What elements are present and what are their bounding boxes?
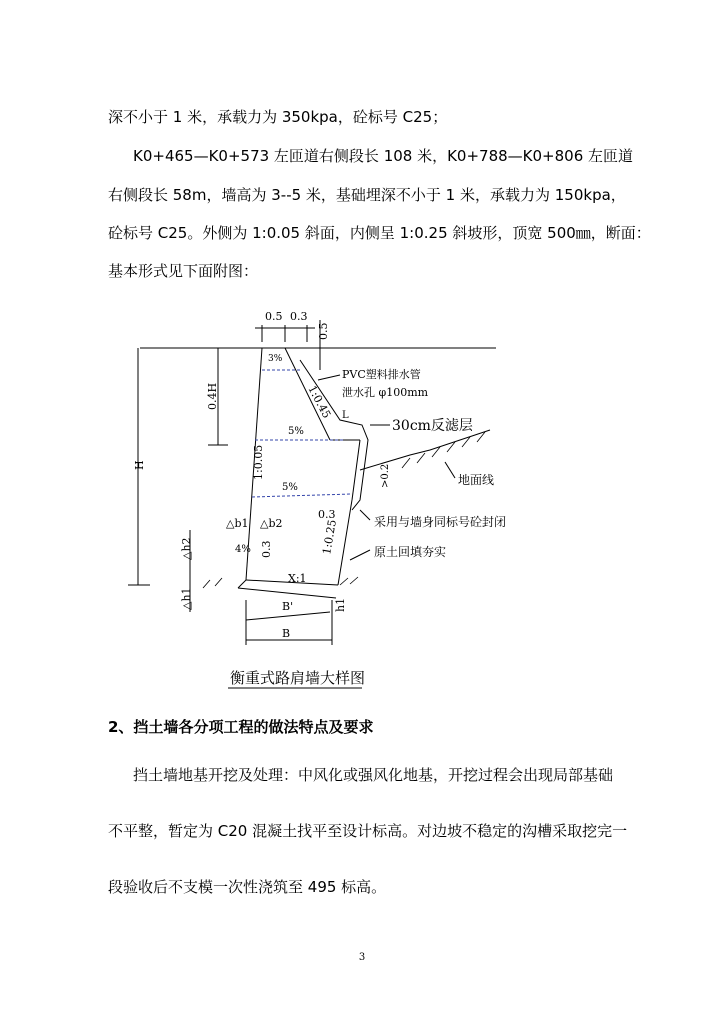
label: 泄水孔 φ100mm bbox=[342, 386, 429, 399]
label: 5% bbox=[282, 482, 298, 493]
label: 0.5 bbox=[265, 310, 283, 323]
label: 原土回填夯实 bbox=[374, 545, 447, 559]
label: H bbox=[133, 460, 146, 470]
page-number: 3 bbox=[358, 952, 366, 963]
paragraph-line: 深不小于 1 米，承载力为 350kpa，砼标号 C25； bbox=[108, 108, 448, 126]
paragraph-line: K0+465—K0+573 左匝道右侧段长 108 米，K0+788—K0+806 左匝道 bbox=[133, 147, 634, 165]
paragraph-line: 挡土墙地基开挖及处理：中风化或强风化地基，开挖过程会出现局部基础 bbox=[133, 766, 614, 784]
paragraph-line: 基本形式见下面附图： bbox=[108, 262, 259, 280]
label: 地面线 bbox=[458, 473, 495, 487]
label: △b1 bbox=[226, 517, 249, 530]
label: 1:0.05 bbox=[252, 444, 265, 480]
label: 30cm反滤层 bbox=[392, 418, 473, 434]
label: 1:0.25 bbox=[320, 518, 340, 556]
figure-caption: 衡重式路肩墙大样图 bbox=[230, 669, 366, 687]
label: 0.3 bbox=[318, 508, 336, 521]
paragraph-line: 砼标号 C25。外侧为 1:0.05 斜面，内侧呈 1:0.25 斜坡形，顶宽 500㎜，断面： bbox=[108, 224, 651, 242]
paragraph-line: 右侧段长 58m，墙高为 3--5 米，基础埋深不小于 1 米，承载力为 150kpa， bbox=[108, 186, 626, 204]
label: △b2 bbox=[260, 517, 283, 530]
paragraph-line: 段验收后不支模一次性浇筑至 495 标高。 bbox=[108, 878, 387, 896]
label: 5% bbox=[288, 426, 304, 437]
label: △h2 bbox=[180, 537, 193, 560]
label: 1:0.45 bbox=[305, 383, 334, 421]
label: 0.3 bbox=[260, 540, 273, 558]
label: 0.5 bbox=[317, 322, 330, 340]
paragraph-line: 不平整，暂定为 C20 混凝土找平至设计标高。对边坡不稳定的沟槽采取挖完一 bbox=[108, 822, 628, 840]
label: h1 bbox=[334, 597, 347, 612]
label: >0.2 bbox=[380, 463, 391, 488]
label: 0.4H bbox=[206, 382, 219, 410]
label: 采用与墙身同标号砼封闭 bbox=[374, 515, 507, 529]
section-heading: 2、挡土墙各分项工程的做法特点及要求 bbox=[108, 718, 374, 736]
label: △h1 bbox=[180, 587, 193, 610]
label: B bbox=[282, 627, 291, 640]
label: 3% bbox=[268, 354, 283, 364]
label: 4% bbox=[235, 544, 251, 555]
label: X:1 bbox=[288, 572, 307, 585]
label: PVC塑料排水管 bbox=[342, 368, 421, 381]
label: B' bbox=[282, 600, 294, 613]
label: 0.3 bbox=[290, 310, 308, 323]
label: L bbox=[342, 410, 349, 421]
